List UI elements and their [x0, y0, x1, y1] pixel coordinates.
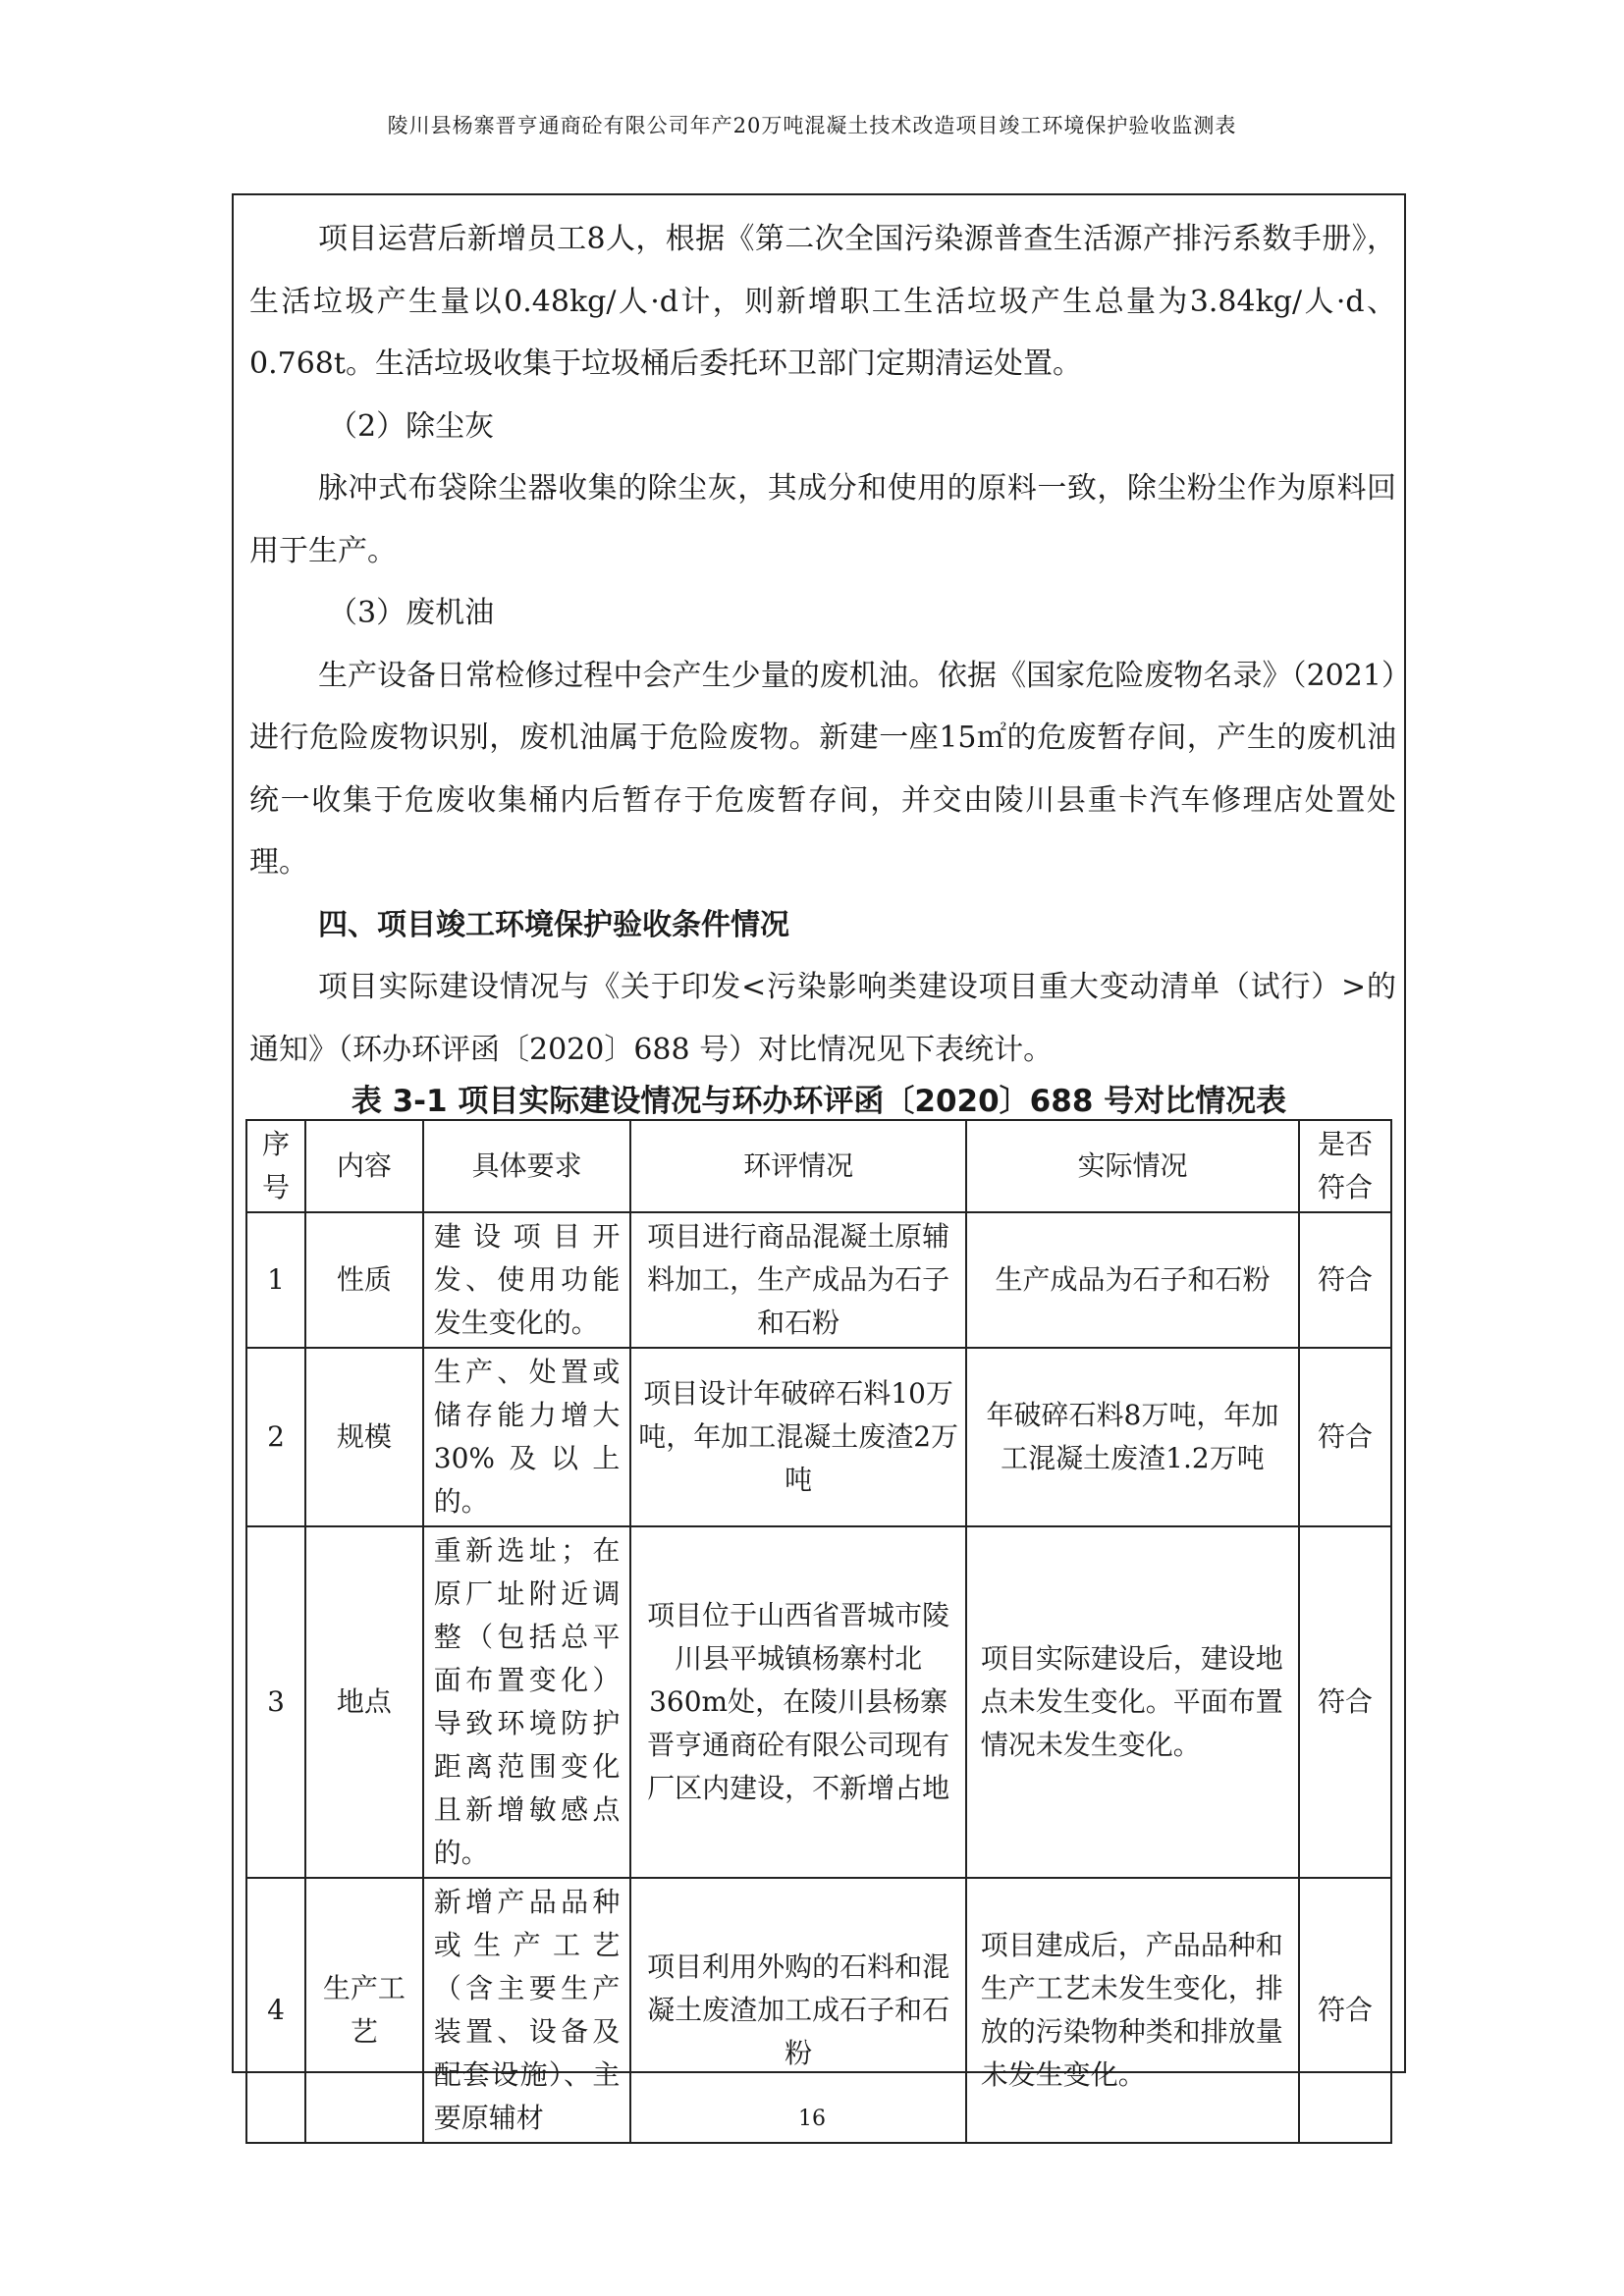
row-eia: 项目位于山西省晋城市陵川县平城镇杨寨村北360m处，在陵川县杨寨晋亨通商砼有限公司现有厂区内建设，不新增占地 [630, 1526, 965, 1878]
header-compliant: 是否符合 [1299, 1120, 1391, 1212]
header-actual: 实际情况 [966, 1120, 1299, 1212]
row-no: 3 [246, 1526, 305, 1878]
row-compliant: 符合 [1299, 1878, 1391, 2143]
paragraph-waste-oil: 生产设备日常检修过程中会产生少量的废机油。依据《国家危险废物名录》（2021）进行危险废物识别，废机油属于危险废物。新建一座15㎡的危废暂存间，产生的废机油统一收集于危废收集桶内后暂存于危废暂存间，并交由陵川县重卡汽车修理店处置处理。 [249, 658, 1396, 880]
paragraph-comparison: 项目实际建设情况与《关于印发<污染影响类建设项目重大变动清单（试行）>的通知》（环办环评函〔2020〕688 号）对比情况见下表统计。 [249, 970, 1396, 1067]
row-content: 性质 [305, 1212, 423, 1348]
comparison-table [245, 1119, 1392, 2144]
row-actual: 项目建成后，产品品种和生产工艺未发生变化，排放的污染物种类和排放量未发生变化。 [966, 1878, 1299, 2143]
header-requirement: 具体要求 [423, 1120, 631, 1212]
paragraph-dust: 脉冲式布袋除尘器收集的除尘灰，其成分和使用的原料一致，除尘粉尘作为原料回用于生产。 [249, 471, 1396, 568]
row-actual: 项目实际建设后，建设地点未发生变化。平面布置情况未发生变化。 [966, 1526, 1299, 1878]
table-row [246, 1212, 1391, 1348]
heading-waste-oil: （3）废机油 [328, 596, 495, 630]
row-actual: 生产成品为石子和石粉 [966, 1212, 1299, 1348]
table-title: 表 3-1 项目实际建设情况与环办环评函〔2020〕688 号对比情况表 [351, 1084, 1287, 1119]
row-content: 生产工艺 [305, 1878, 423, 2143]
row-compliant: 符合 [1299, 1526, 1391, 1878]
row-actual: 年破碎石料8万吨，年加工混凝土废渣1.2万吨 [966, 1348, 1299, 1526]
row-no: 1 [246, 1212, 305, 1348]
paragraph-garbage: 项目运营后新增员工8人，根据《第二次全国污染源普查生活源产排污系数手册》，生活垃圾产生量以0.48kg/人·d计，则新增职工生活垃圾产生总量为3.84kg/人·d、0.768t。生活垃圾收集于垃圾桶后委托环卫部门定期清运处置。 [249, 222, 1396, 381]
row-requirement: 新增产品品种或生产工艺（含主要生产装置、设备及配套设施）、主要原辅材 [423, 1878, 631, 2143]
row-eia: 项目进行商品混凝土原辅料加工，生产成品为石子和石粉 [630, 1212, 965, 1348]
page-header: 陵川县杨寨晋亨通商砼有限公司年产20万吨混凝土技术改造项目竣工环境保护验收监测表 [387, 114, 1237, 137]
row-no: 2 [246, 1348, 305, 1526]
page-number: 16 [798, 2107, 826, 2131]
table-row [246, 1526, 1391, 1878]
header-content: 内容 [305, 1120, 423, 1212]
row-no: 4 [246, 1878, 305, 2143]
row-content: 规模 [305, 1348, 423, 1526]
table-row [246, 1348, 1391, 1526]
row-requirement: 建设项目开发、使用功能发生变化的。 [423, 1212, 631, 1348]
header-eia: 环评情况 [630, 1120, 965, 1212]
row-eia: 项目设计年破碎石料10万吨，年加工混凝土废渣2万吨 [630, 1348, 965, 1526]
row-compliant: 符合 [1299, 1348, 1391, 1526]
table-row [246, 1878, 1391, 2143]
row-requirement: 重新选址；在原厂址附近调整（包括总平面布置变化）导致环境防护距离范围变化且新增敏感点的。 [423, 1526, 631, 1878]
row-content: 地点 [305, 1526, 423, 1878]
section-title: 四、项目竣工环境保护验收条件情况 [318, 907, 789, 942]
table-header-row [246, 1120, 1391, 1212]
row-eia: 项目利用外购的石料和混凝土废渣加工成石子和石粉 [630, 1878, 965, 2143]
body-text [249, 208, 1396, 1081]
header-no: 序号 [246, 1120, 305, 1212]
heading-dust: （2）除尘灰 [328, 408, 495, 444]
row-requirement: 生产、处置或储存能力增大30%及以上的。 [423, 1348, 631, 1526]
row-compliant: 符合 [1299, 1212, 1391, 1348]
